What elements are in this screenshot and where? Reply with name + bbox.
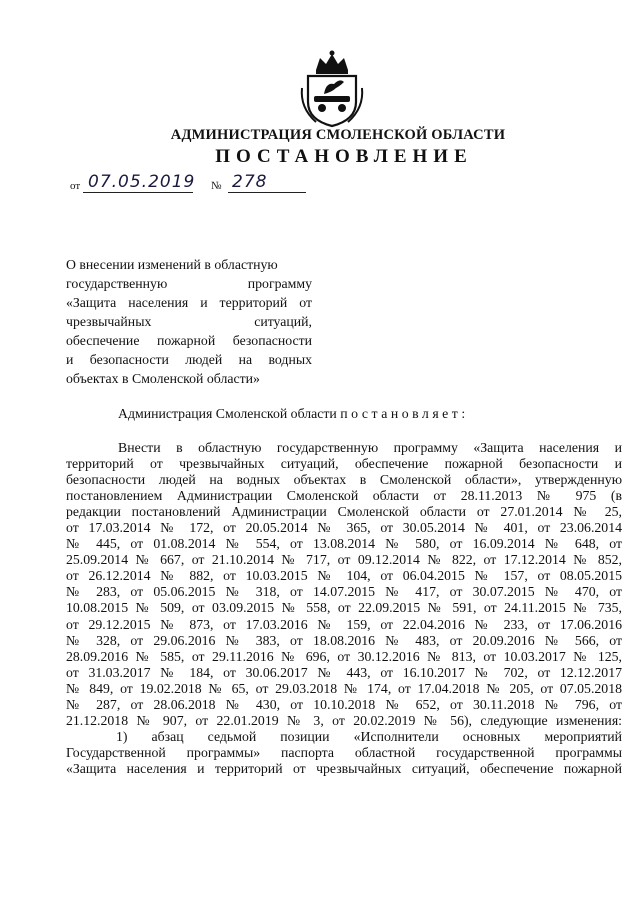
body-line: Внести в областную государственную программу «Защита населения и: [118, 440, 622, 455]
document-body: [66, 440, 622, 777]
body-line: постановлением Администрации Смоленской области от 28.11.2013 № 975 (в: [66, 488, 622, 504]
subject-line: обеспечение пожарной безопасности: [66, 333, 312, 348]
date-number-line: [70, 174, 370, 196]
body-line: № 445, от 01.08.2014 № 554, от 13.08.2014 № 580, от 16.09.2014 № 648, от: [66, 536, 622, 552]
coat-of-arms-icon: [296, 48, 368, 128]
body-line: 1) абзац седьмой позиции «Исполнители основных мероприятий: [116, 728, 622, 744]
subject-line: «Защита населения и территорий от: [66, 295, 312, 310]
body-line: от 29.12.2015 № 873, от 17.03.2016 № 159, от 22.04.2016 № 233, от 17.06.2016: [66, 616, 622, 632]
subject-line: чрезвычайных ситуаций,: [66, 314, 312, 329]
body-line: 21.12.2018 № 907, от 22.01.2019 № 3, от 20.02.2019 № 56), следующие изменения:: [66, 712, 622, 728]
body-line: от 26.12.2014 № 882, от 10.03.2015 № 104, от 06.04.2015 № 157, от 08.05.2015: [66, 568, 622, 584]
document-type: ПОСТАНОВЛЕНИЕ: [215, 146, 473, 167]
subject-line: О внесении изменений в областную: [66, 257, 278, 272]
resolution-intro: [118, 406, 469, 422]
subject-line: объектах в Смоленской области»: [66, 371, 260, 386]
number-label: №: [211, 180, 222, 192]
body-line: от 17.03.2014 № 172, от 20.05.2014 № 365, от 30.05.2014 № 401, от 23.06.2014: [66, 520, 622, 536]
body-line: № 328, от 29.06.2016 № 383, от 18.08.2016 № 483, от 20.09.2016 № 566, от: [66, 632, 622, 648]
body-line: 28.09.2016 № 585, от 29.11.2016 № 696, от 30.12.2016 № 813, от 10.03.2017 № 125,: [66, 648, 622, 664]
body-line: от 31.03.2017 № 184, от 30.06.2017 № 443, от 16.10.2017 № 702, от 12.12.2017: [66, 664, 622, 680]
number-underline: [228, 192, 306, 193]
document-subject: [66, 255, 312, 388]
handwritten-number: 278: [232, 172, 268, 192]
body-line: редакции постановлений Администрации Смоленской области от 27.01.2014 № 25,: [66, 504, 622, 520]
intro-verb: постановляет:: [340, 406, 469, 421]
body-line: № 849, от 19.02.2018 № 65, от 29.03.2018 № 174, от 17.04.2018 № 205, от 07.05.2018: [66, 680, 622, 696]
subject-line: и безопасности людей на водных: [66, 352, 312, 367]
subject-line: государственную программу: [66, 276, 312, 291]
body-line: 10.08.2015 № 509, от 03.09.2015 № 558, от 22.09.2015 № 591, от 24.11.2015 № 735,: [66, 600, 622, 616]
date-underline: [83, 192, 193, 193]
body-line: № 283, от 05.06.2015 № 318, от 14.07.2015 № 417, от 30.07.2015 № 470, от: [66, 584, 622, 600]
handwritten-date: 07.05.2019: [88, 172, 196, 192]
body-line: 25.09.2014 № 667, от 21.10.2014 № 717, от 09.12.2014 № 822, от 17.12.2014 № 852,: [66, 552, 622, 568]
intro-text: Администрация Смоленской области: [118, 406, 337, 421]
date-from-label: от: [70, 180, 81, 192]
body-line: Государственной программы» паспорта областной государственной программы: [66, 744, 622, 760]
organization-name: АДМИНИСТРАЦИЯ СМОЛЕНСКОЙ ОБЛАСТИ: [170, 127, 506, 143]
body-line: «Защита населения и территорий от чрезвычайных ситуаций, обеспечение пожарной: [66, 760, 622, 776]
body-line: № 287, от 28.06.2018 № 430, от 10.10.2018 № 652, от 30.11.2018 № 796, от: [66, 696, 622, 712]
body-line: безопасности людей на водных объектах в Смоленской области», утвержденную: [66, 472, 622, 488]
body-line: территорий от чрезвычайных ситуаций, обеспечение пожарной безопасности и: [66, 456, 622, 472]
